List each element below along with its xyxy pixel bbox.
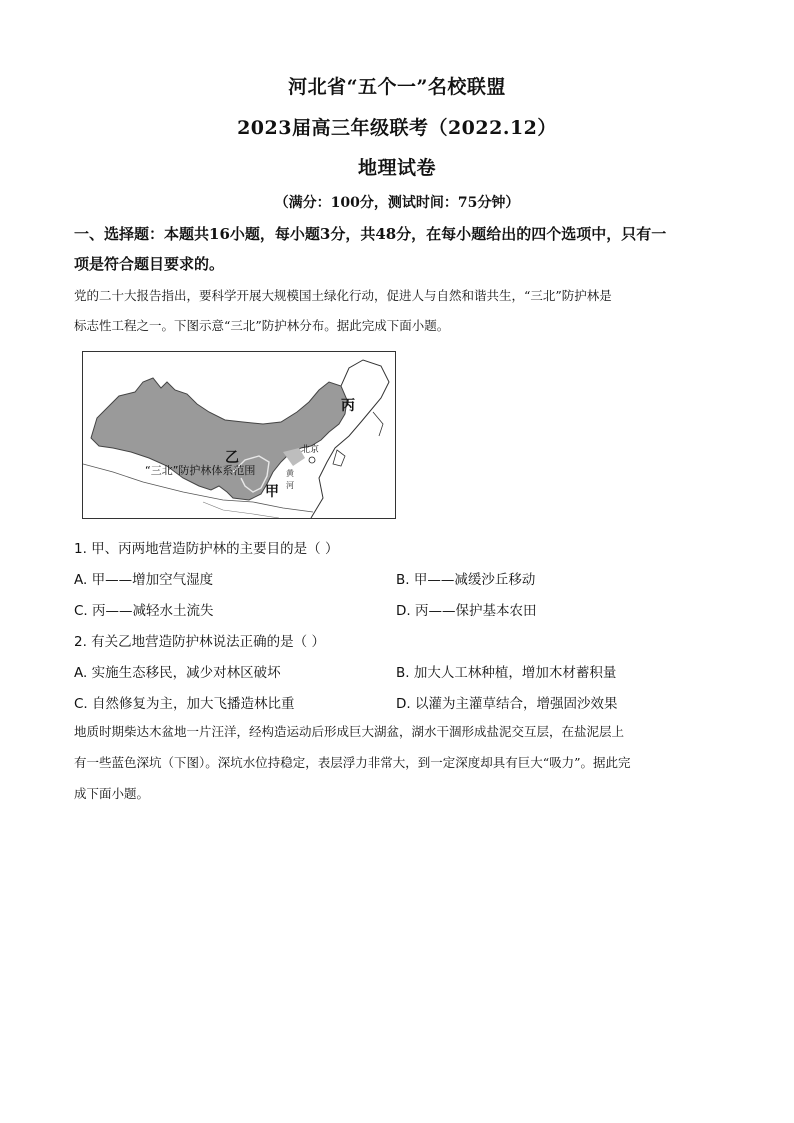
forest-region xyxy=(91,378,347,500)
question-1-option-a: A. 甲——增加空气湿度 xyxy=(74,572,214,588)
province-line xyxy=(203,502,279,518)
beijing-marker xyxy=(309,457,315,463)
passage2-line1: 地质时期柴达木盆地一片汪洋，经构造运动后形成巨大湖盆，湖水干涸形成盐泥交互层，在盐泥层上 xyxy=(74,724,625,739)
section-heading-line2: 项是符合题目要求的。 xyxy=(74,255,225,273)
question-2-option-d: D. 以灌为主灌草结合，增强固沙效果 xyxy=(396,696,618,712)
question-1-stem: 1. 甲、丙两地营造防护林的主要目的是（ ） xyxy=(74,541,339,557)
question-2-stem: 2. 有关乙地营造防护林说法正确的是（ ） xyxy=(74,634,325,650)
passage2-line3: 成下面小题。 xyxy=(74,786,150,801)
question-2-option-c: C. 自然修复为主，加大飞播造林比重 xyxy=(74,696,295,712)
map-label-range: “三北”防护林体系范围 xyxy=(145,464,256,477)
question-1-option-b: B. 甲——减缓沙丘移动 xyxy=(396,572,536,588)
map-label-river2: 河 xyxy=(286,481,294,490)
exam-subject-title: 地理试卷 xyxy=(357,157,436,179)
peninsula-outline xyxy=(333,450,345,466)
map-label-bing: 丙 xyxy=(341,398,355,414)
question-2-option-a: A. 实施生态移民，减少对林区破坏 xyxy=(74,665,281,681)
passage2-line2: 有一些蓝色深坑（下图）。深坑水位持稳定，表层浮力非常大，到一定深度却具有巨大“吸力”。据此完 xyxy=(74,755,631,770)
passage1-line1: 党的二十大报告指出，要科学开展大规模国土绿化行动，促进人与自然和谐共生，“三北”防护林是 xyxy=(74,288,612,303)
korea-outline xyxy=(373,412,383,436)
passage1-line2: 标志性工程之一。下图示意“三北”防护林分布。据此完成下面小题。 xyxy=(74,318,450,333)
three-north-forest-map xyxy=(82,351,396,519)
question-1-option-d: D. 丙——保护基本农田 xyxy=(396,603,537,619)
map-label-yi: 乙 xyxy=(225,450,239,466)
exam-title-line2: 2023届高三年级联考（2022.12） xyxy=(237,117,557,139)
map-label-river1: 黄 xyxy=(286,469,294,478)
exam-title-line1: 河北省“五个一”名校联盟 xyxy=(288,76,506,98)
exam-meta: （满分：100分，测试时间：75分钟） xyxy=(274,195,520,211)
map-svg xyxy=(83,352,395,518)
map-label-jia: 甲 xyxy=(265,484,279,500)
question-2-option-b: B. 加大人工林种植，增加木材蓄积量 xyxy=(396,665,617,681)
question-1-option-c: C. 丙——减轻水土流失 xyxy=(74,603,214,619)
section-heading-line1: 一、选择题：本题共16小题，每小题3分，共48分，在每小题给出的四个选项中，只有一 xyxy=(74,225,667,243)
map-label-beijing: 北京 xyxy=(301,445,320,455)
